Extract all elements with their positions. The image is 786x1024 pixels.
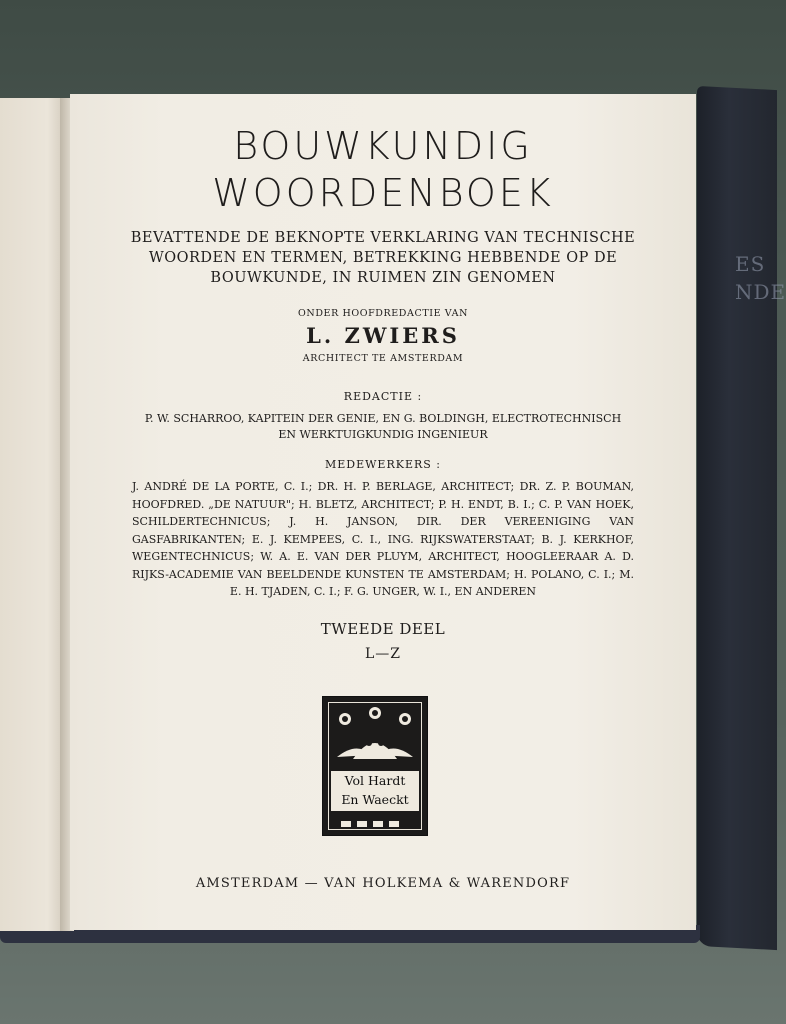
title-line-2: WOORDENBOEK bbox=[212, 171, 554, 215]
publisher-line: AMSTERDAM — VAN HOLKEMA & WARENDORF bbox=[195, 876, 571, 891]
subtitle-line: BOUWKUNDE, IN RUIMEN ZIN GENOMEN bbox=[210, 270, 556, 286]
medewerkers-heading: MEDEWERKERS : bbox=[324, 458, 442, 471]
emblem-ornament-icon bbox=[323, 815, 427, 835]
redactie-line: P. W. SCHARROO, KAPITEIN DER GENIE, EN G. BOLDINGH, ELECTROTECHNISCH bbox=[144, 412, 622, 425]
redactie-line: EN WERKTUIGKUNDIG INGENIEUR bbox=[278, 428, 488, 441]
chief-editor-name: L. ZWIERS bbox=[306, 323, 460, 348]
chief-editor-role: ARCHITECT TE AMSTERDAM bbox=[302, 353, 464, 364]
publisher-emblem bbox=[322, 696, 428, 836]
volume-range: L—Z bbox=[364, 646, 402, 662]
medewerkers-text: J. ANDRÉ DE LA PORTE, C. I.; DR. H. P. BERLAGE, ARCHITECT; DR. Z. P. BOUMAN, HOOFDRED. „DE NATUUR"; H. BLETZ, ARCHITECT; P. H. ENDT, B. I.; C. P. VAN HOEK, SCHILDERTECHNICUS; J. H. JANSON, DIR. DER VEREENIGING VAN GASFABRIKANTEN; E. J. KEMPEES, C. I., ING. RIJKSWATERSTAAT; B. J. KERKHOF, WEGENTECHNICUS; W. A. E. VAN DER PLUYM, ARCHITECT, HOOGLEERAAR A. D. RIJKS-ACADEMIE VAN BEELDENDE KUNSTEN TE AMSTERDAM; H. POLANO, C. I.; M. E. H. TJADEN, C. I.; F. G. UNGER, W. I., EN ANDEREN bbox=[132, 480, 634, 598]
title-line-1: BOUWKUNDIG bbox=[233, 124, 533, 168]
subtitle-line: WOORDEN EN TERMEN, BETREKKING HEBBENDE OP DE bbox=[148, 250, 618, 266]
subtitle-line: BEVATTENDE DE BEKNOPTE VERKLARING VAN TECHNISCHE bbox=[130, 230, 636, 246]
second-volume-spine bbox=[697, 86, 777, 950]
left-page bbox=[0, 98, 69, 931]
owl-icon bbox=[323, 697, 427, 777]
second-volume-spine-text: ES NDE bbox=[735, 252, 786, 304]
redactie-text bbox=[70, 411, 696, 443]
emblem-motto: Vol Hardt En Waeckt bbox=[331, 771, 419, 811]
title-page bbox=[70, 94, 696, 930]
redactie-heading: REDACTIE : bbox=[343, 390, 423, 403]
subtitle bbox=[70, 228, 696, 288]
chief-editor-intro: ONDER HOOFDREDACTIE VAN bbox=[298, 308, 468, 319]
volume-label: TWEEDE DEEL bbox=[320, 620, 446, 638]
